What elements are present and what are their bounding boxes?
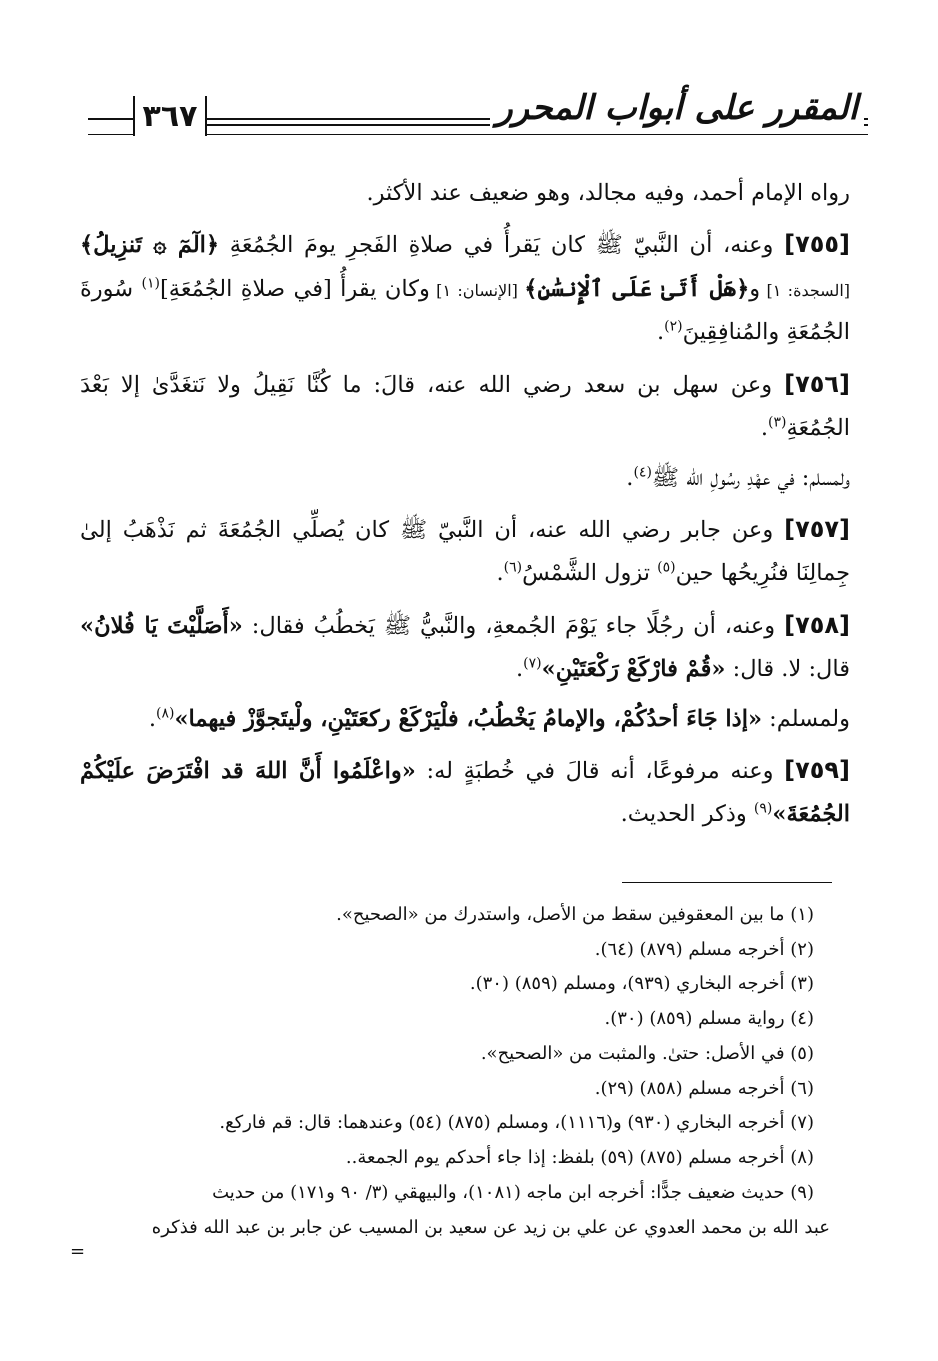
hadith-number: [٧٥٨] (784, 610, 850, 639)
hadith-text: . (148, 705, 156, 732)
hadith-756 (80, 361, 850, 451)
quran-citation: [السجدة: ١] (760, 280, 851, 300)
footnote-ref: (٩) (753, 800, 773, 817)
hadith-text: سُورةَ الجُمُعَةِ والمُنافِقِينَ (80, 275, 850, 346)
hadith-text: و (749, 275, 761, 302)
hadith-number: [٧٥٩] (784, 756, 850, 785)
hadith-text: ولمسلم: في عهْدِ رسُولِ الله ﷺ (651, 464, 850, 491)
footnote-item: (٦) أخرجه مسلم (٨٥٨) (٢٩). (594, 1077, 814, 1099)
footnote-ref: (٦) (503, 559, 523, 576)
footnote-item: (٢) أخرجه مسلم (٨٧٩) (٦٤). (594, 938, 814, 960)
hadith-text: . (496, 560, 504, 587)
footnote-item: (٨) أخرجه مسلم (٨٧٥) (٥٩) بلفظ: إذا جاء أحدكم يوم الجمعة.. (345, 1147, 814, 1169)
footnote-separator (622, 882, 832, 883)
hadith-text: ولمسلم: (762, 705, 850, 732)
hadith-text: وعنه، أن رجُلًا جاء يَوْمَ الجُمعةِ، والنَّبيُّ ﷺ يَخطُبُ فقال: (242, 612, 785, 639)
footnote-ref: (٥) (657, 559, 676, 576)
book-title: المقرر على أبواب المحرر (490, 88, 864, 128)
footnotes (70, 898, 830, 1263)
paragraph-intro (80, 172, 850, 215)
quran-citation: [الإنسان: ١] (429, 280, 525, 300)
prophetic-quote: «أَصَلَّيْتَ يَا فُلانُ» (80, 612, 243, 639)
prophetic-quote: «إذا جَاءَ أحدُكُمْ، والإمامُ يَخْطُبُ، فلْيَرْكَعْ ركعَتَيْنِ، ولْيتَجوَّزْ فيهما» (174, 705, 763, 732)
quran-quote: ﴿الٓمٓ ۞ تَنزِيلُ﴾ (80, 232, 220, 259)
footnote-item: (١) ما بين المعقوفين سقط من الأصل، واستدرك من «الصحيح». (336, 904, 814, 925)
hadith-number: [٧٥٥] (784, 230, 850, 259)
hadith-759 (80, 747, 850, 837)
footnote-ref: (٢) (664, 318, 683, 335)
hadith-755 (80, 221, 850, 354)
footnote-item: (٩) حديث ضعيف جدًّا: أخرجه ابن ماجه (١٠٨١)، والبيهقي (٣/ ٩٠ و١٧١) من حديث (212, 1181, 814, 1203)
hadith-text: قال: لا. قال: (725, 656, 850, 683)
footnote-ref: (٨) (156, 705, 175, 722)
main-text (80, 172, 850, 843)
footnote-ref: (٣) (767, 414, 787, 431)
hadith-text: وعن جابر رضي الله عنه، أن النَّبيّ ﷺ كان يُصلِّي الجُمُعَةَ ثم نَذْهَبُ إلىٰ جِمالِنَا فنُرِيحُها حين (80, 516, 850, 587)
hadith-number: [٧٥٦] (784, 369, 850, 398)
muslim-variant-1 (80, 457, 850, 500)
hadith-text: وذكر الحديث. (620, 801, 754, 828)
hadith-text: وعن سهل بن سعد رضي الله عنه، قالَ: ما كُنَّا نَقِيلُ ولا نَتغَدَّىٰ إلا بَعْدَ الجُمُعَةِ (80, 371, 850, 442)
hadith-text: . (760, 415, 768, 442)
footnote-ref: (٤) (633, 464, 652, 481)
footnote-continuation-text: عبد الله بن محمد العدوي عن علي بن زيد عن سعيد بن المسيب عن جابر بن عبد الله فذكره (151, 1216, 830, 1238)
hadith-758 (80, 602, 850, 692)
footnote-continues-mark: = (70, 1241, 86, 1263)
footnote-item: (٧) أخرجه البخاري (٩٣٠) و(١١١٦)، ومسلم (٨٧٥) (٥٤) وعندهما: قال: قم فاركع. (219, 1112, 814, 1134)
prophetic-quote: «واعْلَمُوا أَنَّ اللهَ قد افْتَرَضَ علَيْكُمْ الجُمُعَةَ» (80, 758, 850, 828)
page-header (0, 0, 938, 150)
hadith-text: . (516, 656, 524, 683)
footnote-ref: (٧) (523, 655, 542, 672)
muslim-variant-2 (80, 698, 850, 741)
paragraph-text: رواه الإمام أحمد، وفيه مجالد، وهو ضعيف عند الأكثر. (366, 180, 850, 206)
hadith-text: تزول الشَّمْسُ (522, 560, 658, 587)
prophetic-quote: «قُمْ فارْكَعْ رَكْعَتَيْنِ» (541, 656, 726, 683)
page-number: ٣٦٧ (133, 96, 207, 136)
footnote-item: (٣) أخرجه البخاري (٩٣٩)، ومسلم (٨٥٩) (٣٠). (469, 973, 814, 995)
footnote-item: (٥) في الأصل: حتىٰ. والمثبت من «الصحيح». (480, 1042, 814, 1064)
hadith-text: وعنه، أن النَّبيّ ﷺ كان يَقرأُ في صلاةِ الفَجرِ يومَ الجُمُعَةِ (219, 232, 785, 259)
hadith-text: وكان يقرأُ [في صلاةِ الجُمُعَةِ] (160, 275, 430, 302)
hadith-text: . (626, 464, 634, 491)
hadith-text: . (656, 319, 665, 346)
hadith-number: [٧٥٧] (784, 514, 850, 543)
quran-quote: ﴿هَلْ أَتَىٰ عَلَى ٱلْإِنسَٰنِ﴾ (524, 275, 750, 302)
hadith-757 (80, 506, 850, 596)
footnote-ref: (١) (141, 275, 161, 292)
footnote-continuation (70, 1211, 830, 1263)
hadith-text: وعنه مرفوعًا، أنه قالَ في خُطبَةٍ له: (415, 758, 785, 785)
footnote-item: (٤) رواية مسلم (٨٥٩) (٣٠). (604, 1008, 814, 1030)
